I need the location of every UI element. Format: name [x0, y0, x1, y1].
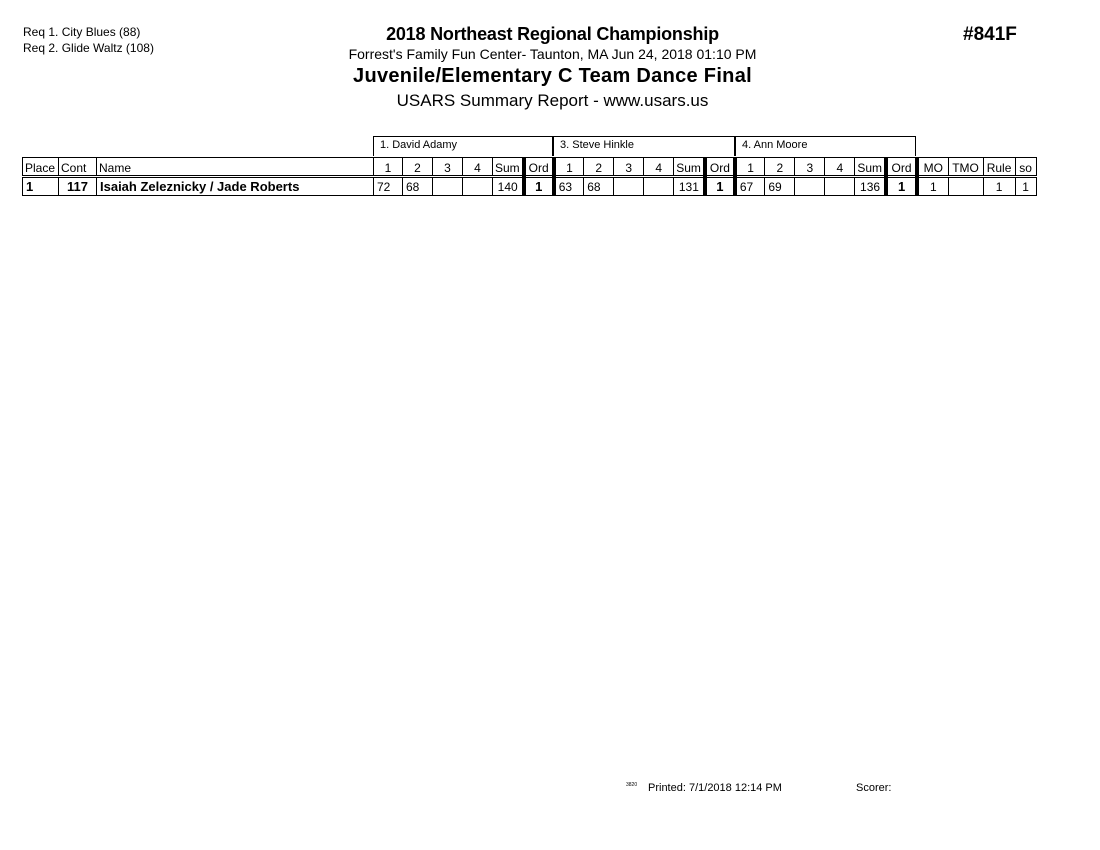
cont-cell: 117 — [59, 177, 97, 196]
col-name: Name — [97, 158, 374, 177]
score-cell — [614, 177, 644, 196]
score-cell: 69 — [765, 177, 795, 196]
col-j4-sum: Sum — [855, 158, 886, 177]
col-so: so — [1015, 158, 1036, 177]
score-cell: 72 — [374, 177, 403, 196]
judge-header: 3. Steve Hinkle — [553, 136, 735, 156]
score-cell: 63 — [554, 177, 584, 196]
col-j3-4: 4 — [644, 158, 674, 177]
col-j1-4: 4 — [463, 158, 493, 177]
col-j1-2: 2 — [403, 158, 433, 177]
ord-cell: 1 — [524, 177, 554, 196]
judge-header: 1. David Adamy — [373, 136, 553, 156]
col-j3-3: 3 — [614, 158, 644, 177]
col-j4-ord: Ord — [886, 158, 917, 177]
so-cell: 1 — [1015, 177, 1036, 196]
event-code: #841F — [963, 24, 1017, 45]
col-cont: Cont — [59, 158, 97, 177]
col-rule: Rule — [983, 158, 1015, 177]
col-place: Place — [23, 158, 59, 177]
col-j1-3: 3 — [433, 158, 463, 177]
score-cell: 68 — [584, 177, 614, 196]
sum-cell: 136 — [855, 177, 886, 196]
col-j1-1: 1 — [374, 158, 403, 177]
judge-header: 4. Ann Moore — [735, 136, 916, 156]
ord-cell: 1 — [705, 177, 735, 196]
footer-code: 3820 — [626, 782, 638, 788]
score-cell: 67 — [735, 177, 765, 196]
col-j4-2: 2 — [765, 158, 795, 177]
col-mo: MO — [917, 158, 948, 177]
requested-dance: Req 2. Glide Waltz (108) — [23, 41, 154, 55]
col-tmo: TMO — [948, 158, 983, 177]
col-j3-sum: Sum — [674, 158, 705, 177]
results-table — [22, 157, 1037, 196]
rule-cell: 1 — [983, 177, 1015, 196]
score-cell — [795, 177, 825, 196]
score-cell: 68 — [403, 177, 433, 196]
score-cell — [433, 177, 463, 196]
sum-cell: 131 — [674, 177, 705, 196]
tmo-cell — [948, 177, 983, 196]
report-subtitle: USARS Summary Report - www.usars.us — [396, 91, 709, 110]
ord-cell: 1 — [886, 177, 917, 196]
name-cell: Isaiah Zeleznicky / Jade Roberts — [97, 177, 374, 196]
event-title: Juvenile/Elementary C Team Dance Final — [353, 65, 752, 87]
col-j1-ord: Ord — [524, 158, 554, 177]
col-j3-2: 2 — [584, 158, 614, 177]
printed-timestamp: Printed: 7/1/2018 12:14 PM — [648, 782, 782, 794]
sum-cell: 140 — [493, 177, 524, 196]
score-cell — [644, 177, 674, 196]
venue-date-line: Forrest's Family Fun Center- Taunton, MA Jun 24, 2018 01:10 PM — [348, 46, 757, 62]
col-j4-1: 1 — [735, 158, 765, 177]
score-cell — [463, 177, 493, 196]
col-j3-1: 1 — [554, 158, 584, 177]
score-cell — [825, 177, 855, 196]
competition-title: 2018 Northeast Regional Championship — [386, 24, 719, 44]
requested-dance: Req 1. City Blues (88) — [23, 25, 141, 39]
col-j4-3: 3 — [795, 158, 825, 177]
scorer-label: Scorer: — [856, 782, 892, 794]
table-header-row — [23, 158, 1037, 177]
col-j4-4: 4 — [825, 158, 855, 177]
place-cell: 1 — [23, 177, 59, 196]
col-j1-sum: Sum — [493, 158, 524, 177]
col-j3-ord: Ord — [705, 158, 735, 177]
table-row — [23, 177, 1037, 196]
mo-cell: 1 — [917, 177, 948, 196]
